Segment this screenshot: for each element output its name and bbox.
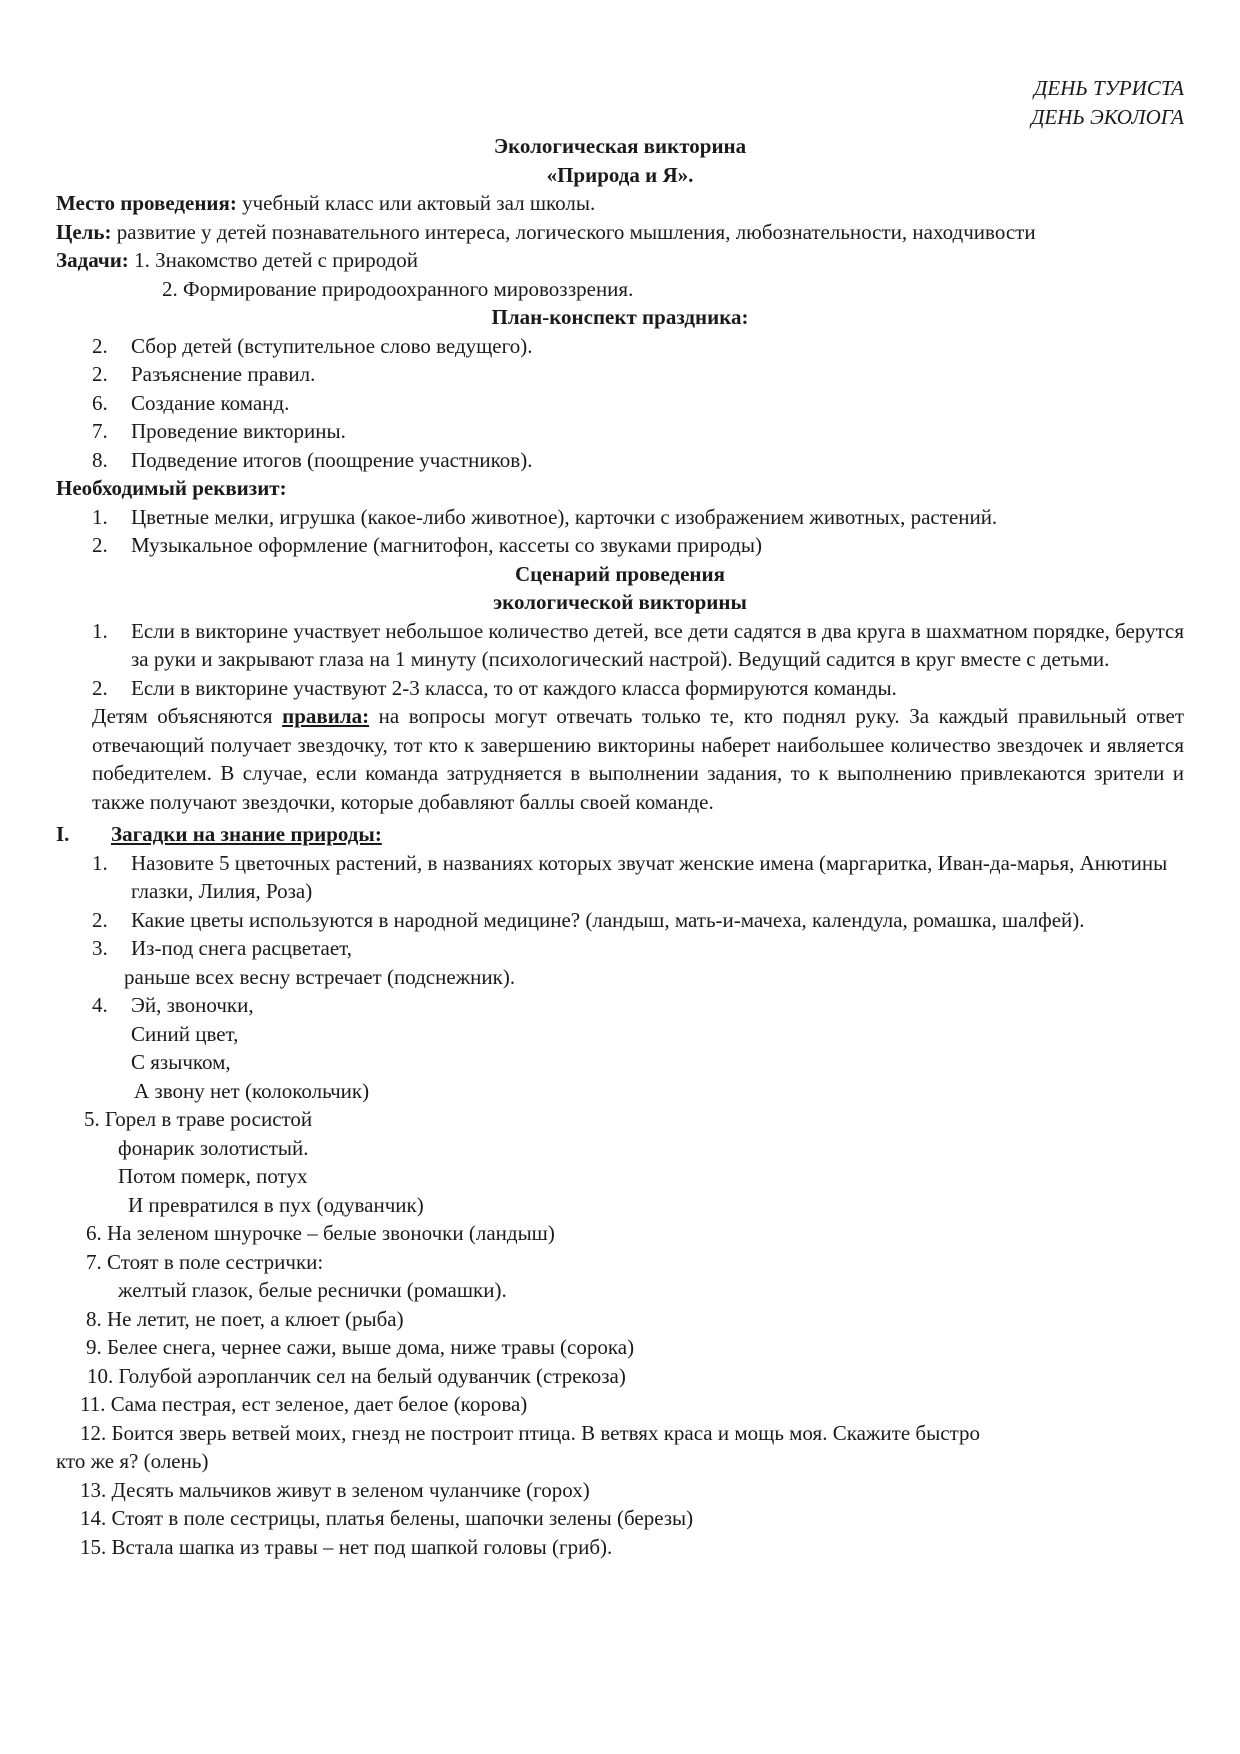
list-item — [56, 332, 1184, 361]
riddle-line: раньше всех весну встречает (подснежник). — [124, 964, 516, 989]
rules-label: правила: — [282, 704, 370, 728]
list-number: 1. — [92, 850, 108, 875]
riddle-line: 13. Десять мальчиков живут в зеленом чуланчике (горох) — [80, 1477, 590, 1502]
scenario-heading — [56, 560, 1184, 617]
riddle-line: 14. Стоят в поле сестрицы, платья белены, шапочки зелены (березы) — [80, 1506, 694, 1530]
list-number: 7. — [92, 419, 108, 443]
section-title: Загадки на знание природы: — [111, 822, 382, 846]
list-number: 2. — [92, 675, 108, 700]
tasks-paragraph — [56, 246, 1184, 275]
riddle-line: 7. Стоят в поле сестрички: — [86, 1249, 324, 1274]
list-text: Музыкальное оформление (магнитофон, кассеты со звуками природы) — [131, 533, 762, 557]
riddle-line: 9. Белее снега, чернее сажи, выше дома, ниже травы (сорока) — [86, 1335, 635, 1359]
props-heading: Необходимый реквизит: — [56, 476, 287, 500]
list-item — [56, 674, 1184, 703]
list-number: 2. — [92, 333, 108, 358]
list-item — [56, 446, 1184, 475]
list-number: 2. — [92, 362, 108, 386]
riddle-line: С язычком, — [131, 1050, 231, 1074]
list-number: 2. — [92, 907, 108, 932]
list-item — [56, 906, 1184, 935]
place-paragraph — [56, 189, 1184, 218]
riddle-line: И превратился в пух (одуванчик) — [128, 1192, 424, 1217]
task-2: 2. Формирование природоохранного мировоззрения. — [162, 276, 634, 301]
title-line-1: Экологическая викторина — [493, 134, 747, 158]
plan-list — [56, 332, 1184, 475]
header-line-1: ДЕНЬ ТУРИСТА — [1034, 76, 1184, 100]
list-text: Эй, звоночки, — [131, 993, 254, 1017]
list-item — [56, 934, 1184, 963]
place-value: учебный класс или актовый зал школы. — [236, 191, 596, 215]
list-text: Сбор детей (вступительное слово ведущего). — [131, 333, 533, 358]
list-text: Подведение итогов (поощрение участников). — [131, 447, 533, 472]
list-item — [56, 991, 1184, 1020]
riddle-line: 8. Не летит, не поет, а клюет (рыба) — [86, 1306, 404, 1331]
list-text: Разъяснение правил. — [131, 362, 316, 386]
list-number: 1. — [92, 504, 108, 529]
riddle-line: Синий цвет, — [131, 1021, 239, 1046]
list-item — [56, 360, 1184, 389]
section-roman-numeral: I. — [56, 822, 70, 846]
list-item — [56, 849, 1184, 906]
list-number: 3. — [92, 936, 108, 960]
riddles-list — [56, 849, 1184, 963]
list-text: Какие цветы используются в народной медицине? (ландыш, мать-и-мачеха, календула, ромашка, шалфей). — [131, 907, 1085, 932]
riddle-line: 15. Встала шапка из травы – нет под шапкой головы (гриб). — [80, 1534, 613, 1559]
task-1: 1. Знакомство детей с природой — [134, 248, 419, 272]
list-text: Если в викторине участвуют 2-3 класса, то от каждого класса формируются команды. — [131, 675, 897, 700]
list-number: 8. — [92, 447, 108, 472]
riddle-line: 5. Горел в траве росистой — [84, 1107, 313, 1131]
place-label: Место проведения: — [56, 191, 237, 215]
riddle-line: 11. Сама пестрая, ест зеленое, дает белое (корова) — [80, 1392, 528, 1416]
goal-value: развитие у детей познавательного интереса, логического мышления, любознательности, находчивости — [111, 219, 1036, 244]
list-item — [56, 503, 1184, 532]
document-page — [56, 74, 1184, 1561]
plan-heading: План-конспект праздника: — [491, 305, 749, 329]
list-text: Из-под снега расцветает, — [131, 936, 353, 960]
list-text: Если в викторине участвует небольшое количество детей, все дети садятся в два круга в шахматном порядке, берутся за руки и закрывают глаза на 1 минуту (психологический настрой). Ведущий садится в круг вместе с детьми. — [131, 618, 1184, 671]
list-item — [56, 531, 1184, 560]
list-text: Назовите 5 цветочных растений, в названиях которых звучат женские имена (маргаритка, Иван-да-марья, Анютины глазки, Лилия, Роза) — [131, 850, 1168, 903]
tasks-label: Задачи: — [56, 248, 129, 272]
list-number: 6. — [92, 390, 108, 415]
list-item — [56, 389, 1184, 418]
list-number: 1. — [92, 618, 108, 643]
list-text: Цветные мелки, игрушка (какое-либо животное), карточки с изображением животных, растений. — [131, 504, 998, 529]
riddles-list-4 — [56, 991, 1184, 1020]
title-line-2: «Природа и Я». — [546, 162, 694, 187]
riddle-line: кто же я? (олень) — [56, 1449, 209, 1473]
list-item — [56, 417, 1184, 446]
scenario-list — [56, 617, 1184, 703]
riddle-line: Потом померк, потух — [118, 1164, 308, 1188]
goal-label: Цель: — [56, 219, 112, 244]
scenario-heading-line-2: экологической викторины — [493, 590, 747, 614]
list-number: 4. — [92, 993, 108, 1017]
scenario-heading-line-1: Сценарий проведения — [515, 561, 725, 586]
list-text: Создание команд. — [131, 390, 290, 415]
rules-after: на вопросы могут отвечать только те, кто поднял руку. За каждый правильный ответ отвечающий получает звездочку, тот кто к завершению викторины наберет наибольшее количество звездочек и является победителем. В случае, если команда затрудняется в выполнении задания, то к выполнению привлекаются зрители и также получают звездочки, которые добавляют баллы своей команде. — [92, 704, 1184, 814]
rules-before: Детям объясняются — [92, 704, 283, 728]
riddle-line: желтый глазок, белые реснички (ромашки). — [118, 1278, 507, 1302]
riddle-line: А звону нет (колокольчик) — [134, 1078, 370, 1103]
document-title — [56, 132, 1184, 189]
list-item — [56, 617, 1184, 674]
list-text: Проведение викторины. — [131, 419, 346, 443]
section-1-heading — [56, 820, 1184, 849]
rules-paragraph — [56, 702, 1184, 816]
list-number: 2. — [92, 533, 108, 557]
document-header — [56, 74, 1184, 131]
riddle-line: 6. На зеленом шнурочке – белые звоночки (ландыш) — [86, 1221, 555, 1245]
header-line-2: ДЕНЬ ЭКОЛОГА — [1031, 104, 1184, 129]
goal-paragraph — [56, 218, 1184, 247]
riddle-line: фонарик золотистый. — [118, 1135, 309, 1160]
riddle-line: 10. Голубой аэропланчик сел на белый одуванчик (стрекоза) — [87, 1363, 626, 1388]
props-list — [56, 503, 1184, 560]
riddle-line: 12. Боится зверь ветвей моих, гнезд не построит птица. В ветвях краса и мощь моя. Скажите быстро — [80, 1420, 980, 1445]
